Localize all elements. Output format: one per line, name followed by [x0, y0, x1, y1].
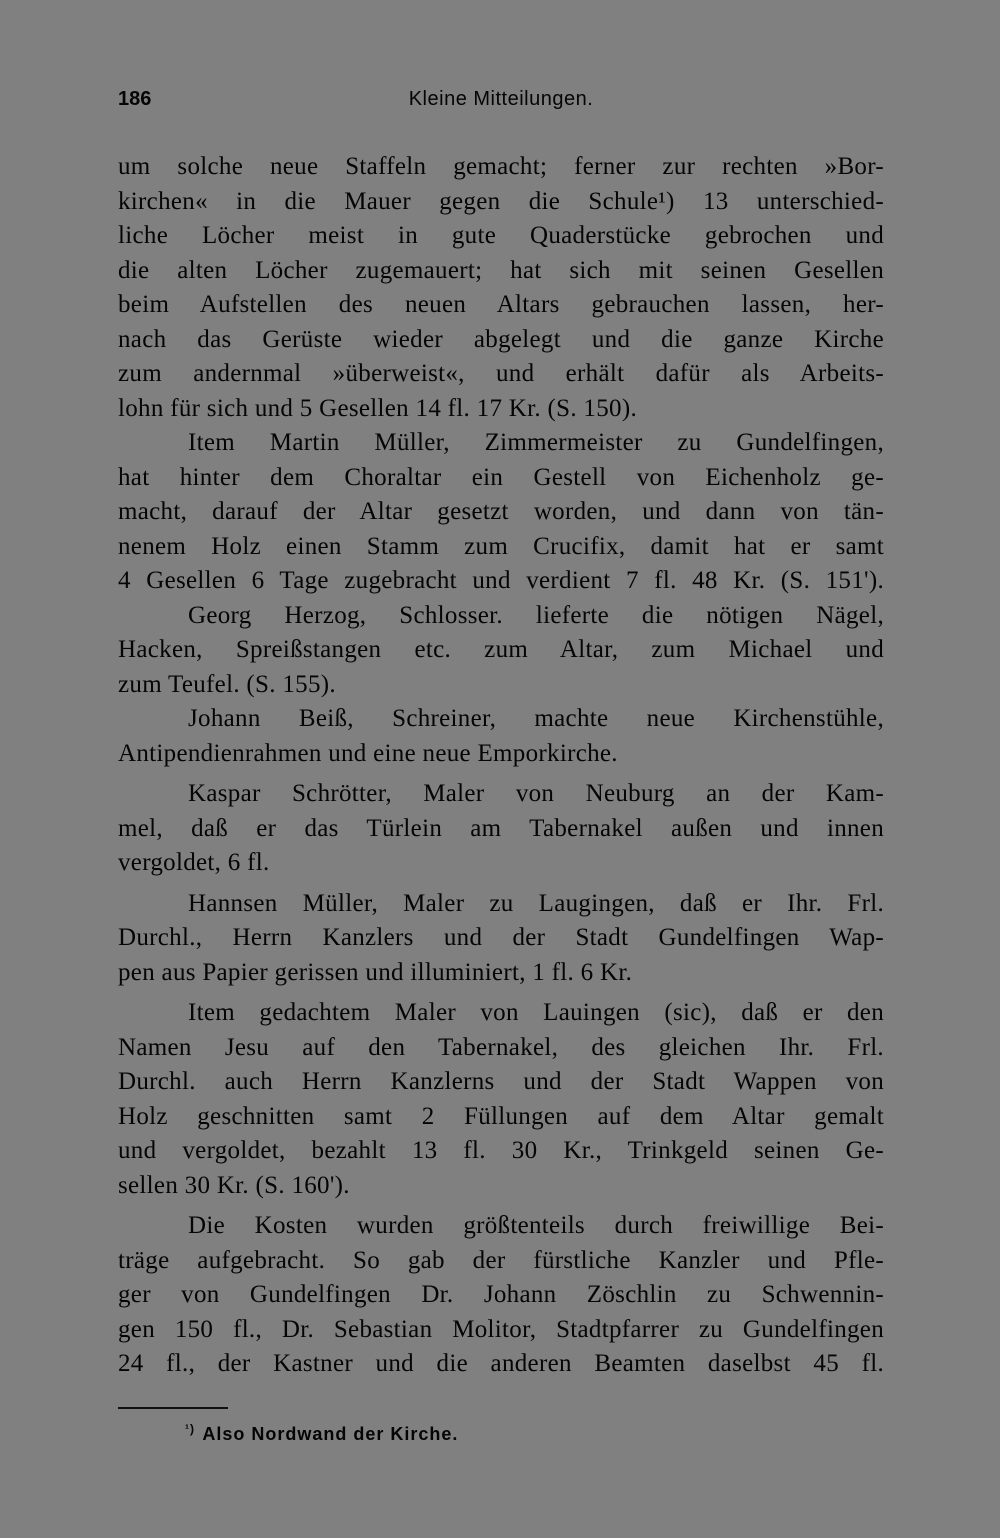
text-line: Holz geschnitten samt 2 Füllungen auf dem Altar gemalt: [118, 1102, 884, 1130]
text-line: hat hinter dem Choraltar ein Gestell von Eichenholz ge-: [118, 463, 884, 491]
text-line: Durchl. auch Herrn Kanzlerns und der Stadt Wappen von: [118, 1068, 884, 1095]
text-line: Antipendienrahmen und eine neue Emporkirche.: [118, 739, 618, 767]
text-line: lohn für sich und 5 Gesellen 14 fl. 17 Kr. (S. 150).: [118, 394, 638, 422]
page-number: 186: [118, 88, 152, 110]
text-line: Namen Jesu auf den Tabernakel, des gleichen Ihr. Frl.: [118, 1033, 884, 1061]
text-line: nach das Gerüste wieder abgelegt und die ganze Kirche: [118, 325, 884, 353]
text-line: liche Löcher meist in gute Quaderstücke gebrochen und: [118, 222, 884, 249]
text-line: kirchen« in die Mauer gegen die Schule¹) 13 unterschied-: [118, 187, 884, 215]
text-line: 24 fl., der Kastner und die anderen Beamten daselbst 45 fl.: [118, 1350, 884, 1377]
text-line: Kaspar Schrötter, Maler von Neuburg an der Kam-: [188, 780, 884, 807]
text-line: beim Aufstellen des neuen Altars gebrauchen lassen, her-: [118, 291, 884, 318]
page-header: [118, 88, 884, 118]
text-line: macht, darauf der Altar gesetzt worden, und dann von tän-: [118, 498, 884, 525]
text-line: pen aus Papier gerissen und illuminiert, 1 fl. 6 Kr.: [118, 958, 633, 986]
footnote-divider: [118, 1407, 228, 1409]
text-line: ger von Gundelfingen Dr. Johann Zöschlin zu Schwennin-: [118, 1281, 884, 1308]
text-line: Hannsen Müller, Maler zu Laugingen, daß er Ihr. Frl.: [188, 889, 884, 917]
running-title: Kleine Mitteilungen.: [408, 88, 594, 110]
text-line: Johann Beiß, Schreiner, machte neue Kirchenstühle,: [188, 705, 884, 732]
text-line: gen 150 fl., Dr. Sebastian Molitor, Stadtpfarrer zu Gundelfingen: [118, 1315, 884, 1343]
text-line: zum Teufel. (S. 155).: [118, 670, 336, 698]
text-line: mel, daß er das Türlein am Tabernakel außen und innen: [118, 814, 884, 842]
footnote-marker: ¹): [185, 1422, 195, 1436]
footnote: [185, 1422, 458, 1445]
body-text: [118, 150, 884, 1382]
text-line: und vergoldet, bezahlt 13 fl. 30 Kr., Trinkgeld seinen Ge-: [118, 1137, 884, 1164]
text-line: 4 Gesellen 6 Tage zugebracht und verdient 7 fl. 48 Kr. (S. 151').: [118, 567, 884, 594]
text-line: die alten Löcher zugemauert; hat sich mit seinen Gesellen: [118, 256, 884, 284]
footnote-text: Also Nordwand der Kirche.: [202, 1424, 459, 1444]
text-line: Durchl., Herrn Kanzlers und der Stadt Gundelfingen Wap-: [118, 924, 884, 951]
text-line: vergoldet, 6 fl.: [118, 849, 270, 876]
text-line: Hacken, Spreißstangen etc. zum Altar, zum Michael und: [118, 636, 884, 663]
text-line: Georg Herzog, Schlosser. lieferte die nötigen Nägel,: [188, 601, 884, 629]
text-line: träge aufgebracht. So gab der fürstliche Kanzler und Pfle-: [118, 1246, 884, 1274]
text-line: Die Kosten wurden größtenteils durch freiwillige Bei-: [188, 1212, 884, 1239]
text-line: Item gedachtem Maler von Lauingen (sic), daß er den: [188, 999, 884, 1026]
text-line: zum andernmal »überweist«, und erhält dafür als Arbeits-: [118, 360, 884, 387]
text-line: nenem Holz einen Stamm zum Crucifix, damit hat er samt: [118, 532, 884, 560]
text-line: um solche neue Staffeln gemacht; ferner zur rechten »Bor-: [118, 153, 884, 180]
text-line: Item Martin Müller, Zimmermeister zu Gundelfingen,: [188, 429, 884, 456]
text-line: sellen 30 Kr. (S. 160').: [118, 1171, 350, 1199]
